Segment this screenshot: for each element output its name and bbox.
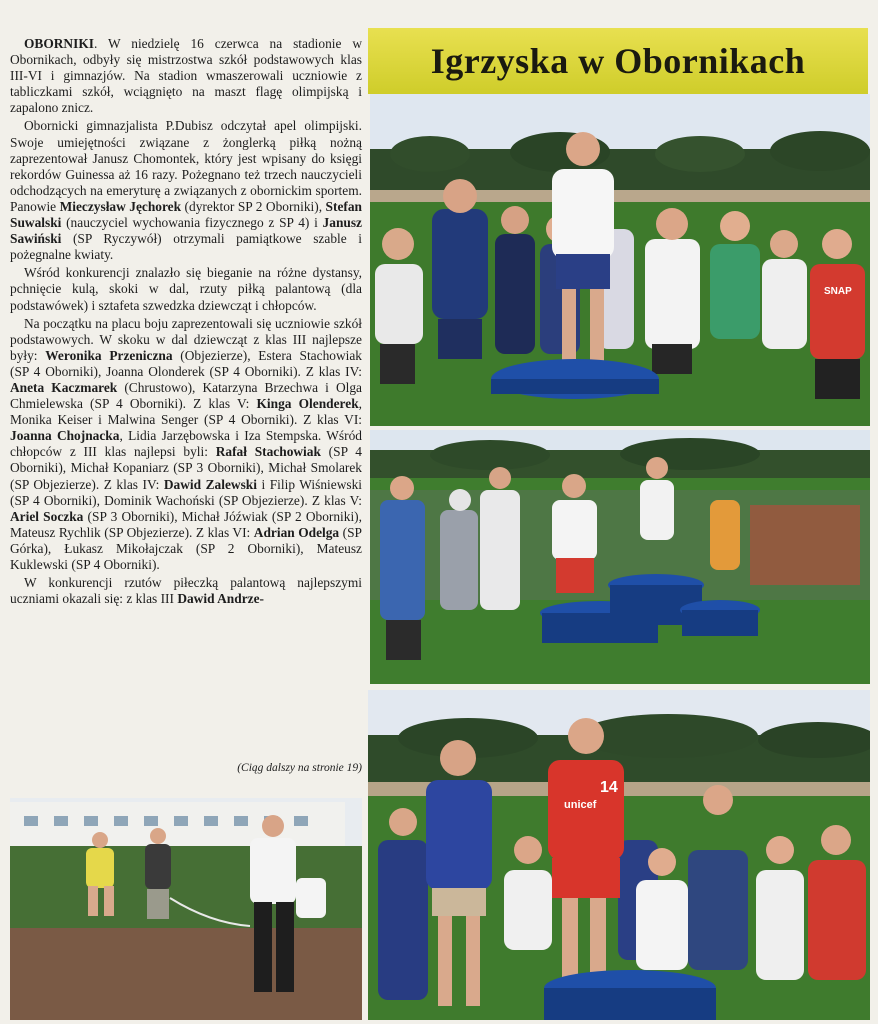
jersey-sponsor: unicef <box>564 799 597 811</box>
article-paragraph-4: Na początku na placu boju zaprezentowali się uczniowie szkół podstawowych. W skoku w dal dziewcząt z klas III najlepsze były: Weronika Przeniczna (Objezierze), Estera Stachowiak (SP 4 Oborniki), Joanna Olonderek (SP 4 Oborniki). Z klas IV: Aneta Kaczmarek (Chrustowo), Katarzyna Brzechwa i Olga Chmielewska (SP 4 Oborniki). Z klas V: Kinga Olenderek, Monika Keiser i Malwina Senger (SP 4 Oborniki). Z klas VI: Joanna Chojnacka, Lidia Jarzębowska i Iza Stempska. Wśród chłopców z III klas najlepsi byli: Rafał Stachowiak (SP 4 Oborniki), Michał Kopaniarz (SP 3 Oborniki), Michał Smolarek (SP Objezierze). Z klas IV: Dawid Zalewski i Filip Wiśniewski (SP 4 Oborniki), Dominik Wachoński (SP Objezierze). Z klas V: Ariel Soczka (SP 3 Oborniki), Michał Jóźwiak (SP 2 Oborniki), Mateusz Rychlik (SP Objezierze). Z klas VI: Adrian Odelga (SP Górka), Łukasz Mikołajczak (SP 2 Oborniki), Mateusz Kuklewski (SP 4 Oborniki). <box>10 315 363 572</box>
headline: Igrzyska w Obornikach <box>430 41 806 81</box>
dateline: OBORNIKI <box>24 36 94 51</box>
winner-name: Rafał Stachowiak <box>215 444 321 460</box>
person-name: Janusz Sawiński <box>10 215 362 247</box>
winner-name: Dawid Zalewski <box>163 476 257 492</box>
article-paragraph-1: OBORNIKI. W niedzielę 16 czerwca na stadionie w Obornikach, odbyły się mistrzostwa szkół podstawowych klas III-VI i gimnazjów. Na stadion wmaszerowali uczniowie z tabliczkami szkół, wciągnięto na maszt flagę olimpijską i zapalono znicz. <box>10 36 362 116</box>
winner-name: Kinga Olenderek <box>256 396 359 412</box>
photo-podium-winner <box>370 94 870 426</box>
article-paragraph-3: Wśród konkurencji znalazło się bieganie na różne dystansy, pchnięcie kulą, skoki w dal, rzuty piłką palantową (dla podstawówek) i sztafeta szwedzka dziewcząt i chłopców. <box>10 265 362 313</box>
winner-name: Adrian Odelga <box>253 524 340 540</box>
winner-name: Aneta Kaczmarek <box>10 379 118 395</box>
article-paragraph-2: Obornicki gimnazjalista P.Dubisz odczytał apel olimpijski. Swoje umiejętności związane z żonglerką piłką nożną zaprezentował Janusz Chomontek, który jest wpisany do księgi rekordów Guinessa aż 16 razy. Pożegnano też trzech nauczycieli odchodzących na emeryturę a związanych z obornickim sportem. Panowie Mieczysław Jęchorek (dyrektor SP 2 Oborniki), Stefan Suwalski (nauczyciel wychowania fizycznego z SP 4) i Janusz Sawiński (SP Ryczywół) otrzymali pamiątkowe szable i pożegnalne kwiaty. <box>10 118 362 263</box>
jersey-text: SNAP <box>824 286 852 297</box>
winner-name: Weronika Przeniczna <box>45 347 173 363</box>
article-paragraph-5: W konkurencji rzutów piłeczką palantową najlepszymi uczniami okazali się: z klas III Dawid Andrze- <box>10 575 362 607</box>
photo-field-event <box>10 798 362 1020</box>
winner-name: Ariel Soczka <box>10 508 84 524</box>
article-body <box>10 36 362 609</box>
photo-podium-ceremony <box>370 430 870 684</box>
winner-name: Dawid Andrze- <box>177 591 264 607</box>
person-name: Mieczysław Jęchorek <box>59 198 182 214</box>
winner-name: Joanna Chojnacka <box>10 428 120 444</box>
jersey-number: 14 <box>600 779 618 796</box>
continued-note: (Ciąg dalszy na stronie 19) <box>237 762 362 774</box>
headline-banner <box>368 28 868 94</box>
photo-two-winners <box>368 690 870 1020</box>
person-name: Stefan Suwalski <box>10 198 362 231</box>
